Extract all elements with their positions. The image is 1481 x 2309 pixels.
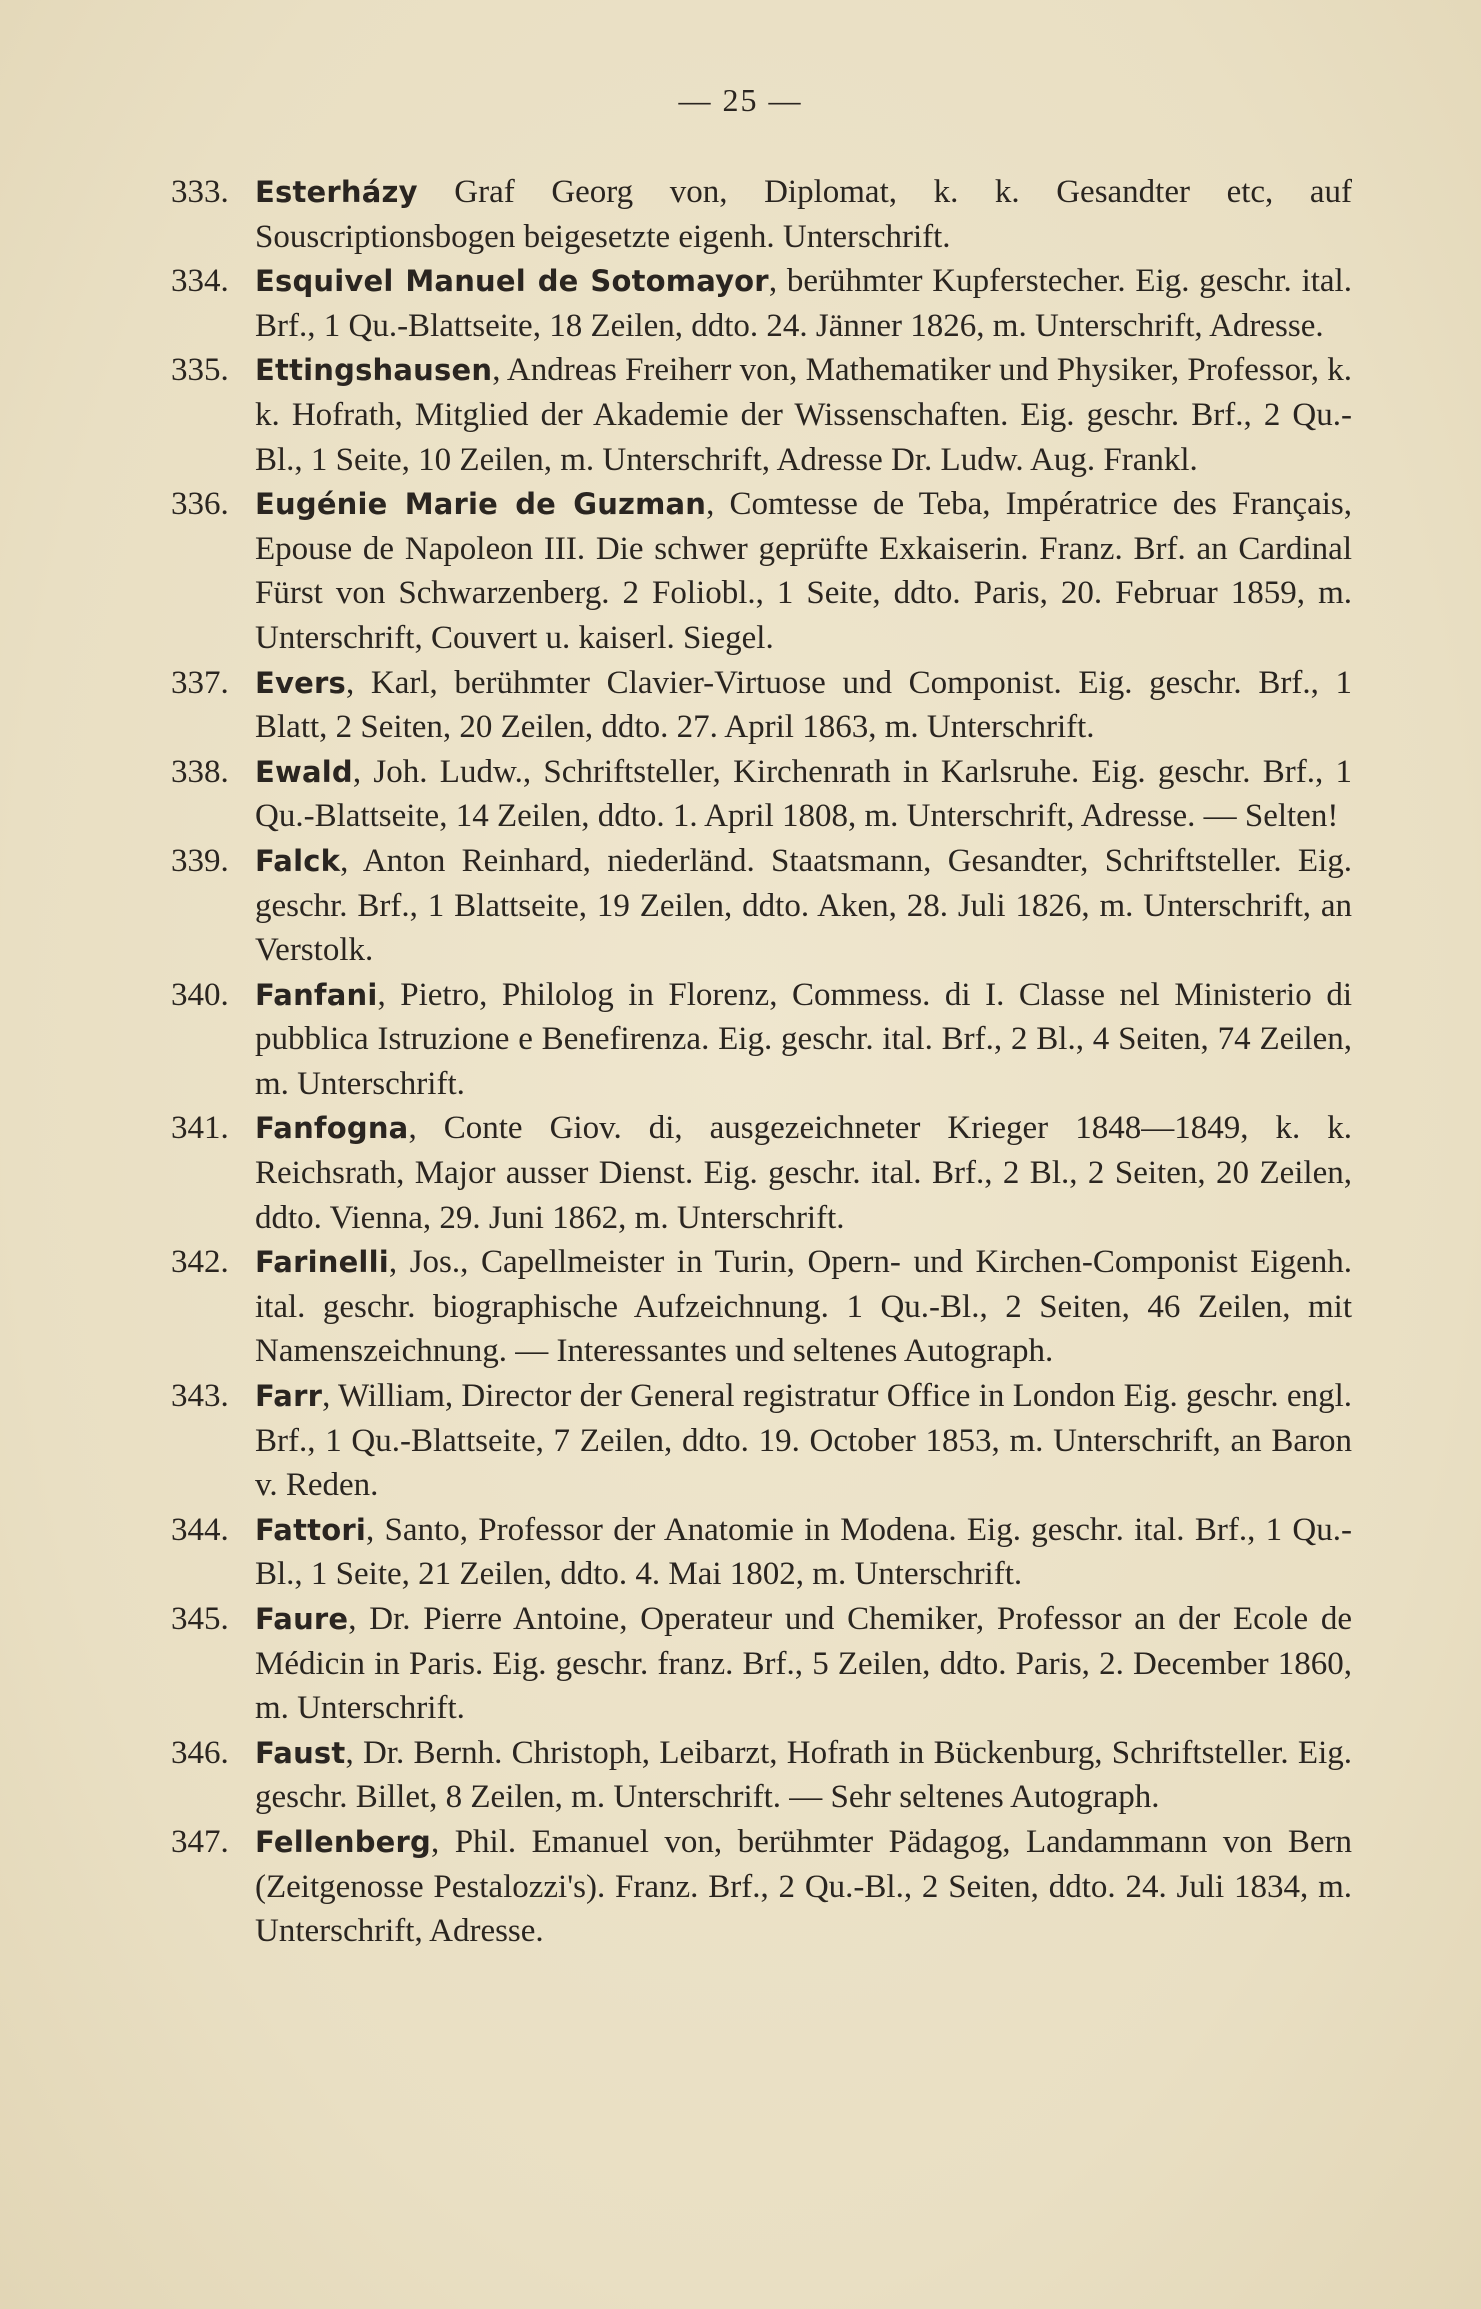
entry-name: Fanfogna [255,1111,409,1146]
entry-number: 343. [171,1378,229,1415]
entry-description: , Phil. Emanuel von, berühmter Pädagog, Landammann von Bern (Zeitgenosse Pestalozzi's). Franz. Brf., 2 Qu.-Bl., 2 Seiten, ddto. 24. Juli 1834, m. Unterschrift, Adresse. [255,1823,1352,1950]
entry-description: , Dr. Bernh. Christoph, Leibarzt, Hofrath in Bückenburg, Schriftsteller. Eig. geschr. Billet, 8 Zeilen, m. Unterschrift. — Sehr seltenes Autograph. [255,1734,1352,1816]
entry-number: 338. [171,753,229,790]
entry-number: 340. [171,976,229,1013]
entry-description: , Karl, berühmter Clavier-Virtuose und Componist. Eig. geschr. Brf., 1 Blatt, 2 Seiten, 20 Zeilen, ddto. 27. April 1863, m. Unterschrift. [255,664,1352,746]
entry-number: 347. [171,1823,229,1860]
catalog-entry [171,1820,1352,1954]
catalog-entry [171,750,1352,839]
entry-name: Esquivel Manuel de Sotomayor [255,264,769,299]
catalog-entry [171,973,1352,1107]
catalog-entry [171,1508,1352,1597]
entry-description: , Comtesse de Teba, Impératrice des Français, Epouse de Napoleon III. Die schwer geprüfte Exkaiserin. Franz. Brf. an Cardinal Fürst von Schwarzenberg. 2 Foliobl., 1 Seite, ddto. Paris, 20. Februar 1859, m. Unterschrift, Couvert u. kaiserl. Siegel. [255,486,1352,656]
entry-name: Faust [255,1735,346,1770]
entry-name: Esterházy [255,175,418,209]
entry-name: Farinelli [255,1245,389,1280]
entry-description: , Jos., Capellmeister in Turin, Opern- und Kirchen-Componist Eigenh. ital. geschr. biographische Aufzeichnung. 1 Qu.-Bl., 2 Seiten, 46 Zeilen, mit Namenszeichnung. — Interessantes und seltenes Autograph. [255,1244,1352,1370]
entry-description: , Conte Giov. di, ausgezeichneter Krieger 1848—1849, k. k. Reichsrath, Major ausser Dienst. Eig. geschr. ital. Brf., 2 Bl., 2 Seiten, 20 Zeilen, ddto. Vienna, 29. Juni 1862, m. Unterschrift. [255,1110,1352,1236]
catalog-entry [171,1106,1352,1240]
entry-description: , Dr. Pierre Antoine, Operateur und Chemiker, Professor an der Ecole de Médicin in Paris. Eig. geschr. franz. Brf., 5 Zeilen, ddto. Paris, 2. December 1860, m. Unterschrift. [255,1601,1352,1727]
entry-name: Faure [255,1602,349,1636]
entry-number: 334. [171,263,229,300]
catalog-entry [171,482,1352,660]
entry-description: , William, Director der General registratur Office in London Eig. geschr. engl. Brf., 1 Qu.-Blattseite, 7 Zeilen, ddto. 19. October 1853, m. Unterschrift, an Baron v. Reden. [255,1378,1352,1504]
entry-name: Fattori [255,1512,366,1547]
catalog-entry [171,661,1352,750]
entry-description: , berühmter Kupferstecher. Eig. geschr. ital. Brf., 1 Qu.-Blattseite, 18 Zeilen, ddto. 24. Jänner 1826, m. Unterschrift, Adresse. [255,263,1352,344]
entry-name: Ettingshausen [255,353,493,388]
catalog-entry [171,170,1352,259]
entry-number: 346. [171,1734,229,1771]
catalog-entry [171,348,1352,482]
entry-name: Fellenberg [255,1824,431,1859]
entry-number: 345. [171,1601,229,1637]
entry-list [0,170,1481,1954]
entry-description: , Pietro, Philolog in Florenz, Commess. di I. Classe nel Ministerio di pubblica Istruzione e Benefirenza. Eig. geschr. ital. Brf., 2 Bl., 4 Seiten, 74 Zeilen, m. Unterschrift. [255,976,1352,1102]
entry-name: Falck [255,843,341,878]
entry-description: , Anton Reinhard, niederländ. Staatsmann, Gesandter, Schriftsteller. Eig. geschr. Brf., 1 Blattseite, 19 Zeilen, ddto. Aken, 28. Juli 1826, m. Unterschrift, an Verstolk. [255,842,1352,969]
entry-number: 335. [171,352,229,389]
entry-number: 344. [171,1511,229,1548]
entry-description: , Andreas Freiherr von, Mathematiker und Physiker, Professor, k. k. Hofrath, Mitglied der Akademie der Wissenschaften. Eig. geschr. Brf., 2 Qu.-Bl., 1 Seite, 10 Zeilen, m. Unterschrift, Adresse Dr. Ludw. Aug. Frankl. [255,352,1352,478]
entry-number: 342. [171,1244,229,1281]
entry-number: 337. [171,664,229,701]
entry-description: Graf Georg von, Diplomat, k. k. Gesandter etc, auf Souscriptionsbogen beigesetzte eigenh. Unterschrift. [255,174,1352,255]
page-number: — 25 — [678,82,803,118]
entry-number: 341. [171,1110,229,1147]
catalog-entry [171,1374,1352,1508]
entry-number: 333. [171,174,229,210]
entry-description: , Santo, Professor der Anatomie in Modena. Eig. geschr. ital. Brf., 1 Qu.-Bl., 1 Seite, 21 Zeilen, ddto. 4. Mai 1802, m. Unterschrift. [255,1511,1352,1593]
entry-name: Ewald [255,754,353,789]
catalog-entry [171,1597,1352,1731]
entry-name: Fanfani [255,977,378,1012]
entry-description: , Joh. Ludw., Schriftsteller, Kirchenrath in Karlsruhe. Eig. geschr. Brf., 1 Qu.-Blattseite, 14 Zeilen, ddto. 1. April 1808, m. Unterschrift, Adresse. — Selten! [255,753,1352,835]
entry-number: 339. [171,842,229,879]
entry-name: Evers [255,665,346,700]
entry-number: 336. [171,486,229,523]
catalog-entry [171,259,1352,348]
catalog-entry [171,1240,1352,1374]
catalog-entry [171,839,1352,973]
catalog-entry [171,1731,1352,1820]
entry-name: Eugénie Marie de Guzman [255,487,707,522]
entry-name: Farr [255,1379,323,1414]
